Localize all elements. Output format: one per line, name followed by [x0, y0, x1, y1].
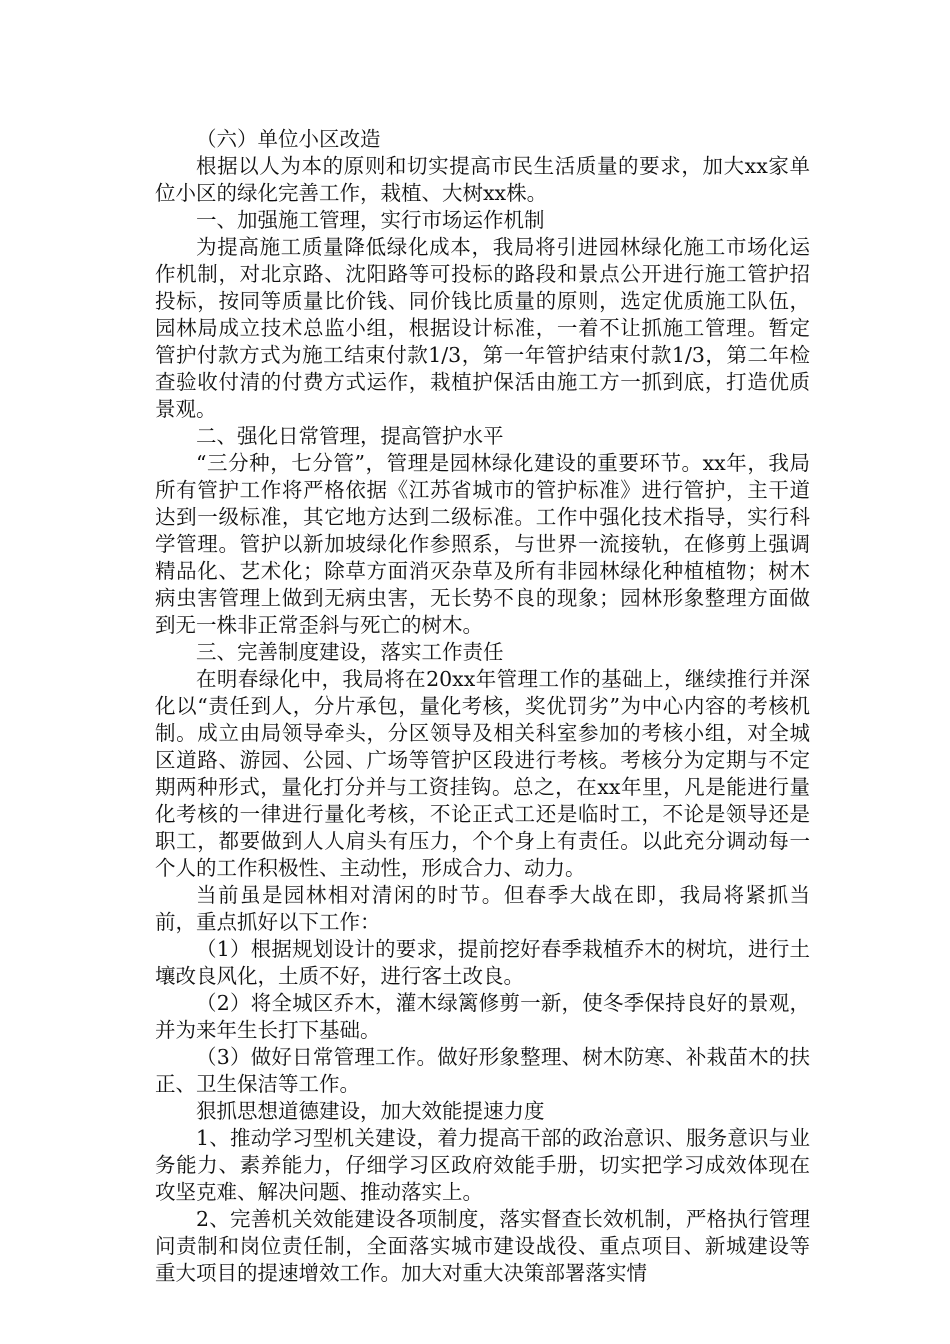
- document-body: [155, 126, 810, 1287]
- paragraph: 当前虽是园林相对清闲的时节。但春季大战在即，我局将紧抓当前，重点抓好以下工作：: [155, 883, 810, 934]
- paragraph-section-heading: 狠抓思想道德建设，加大效能提速力度: [196, 1099, 545, 1123]
- paragraph-section-heading: 二、强化日常管理，提高管护水平: [196, 424, 504, 448]
- list-item: 2、完善机关效能建设各项制度，落实督查长效机制，严格执行管理问责制和岗位责任制，全面落实城市建设战役、重点项目、新城建设等重大项目的提速增效工作。加大对重大决策部署落实情: [155, 1207, 810, 1285]
- paragraph: 在明春绿化中，我局将在20xx年管理工作的基础上，继续推行并深化以“责任到人，分片承包，量化考核，奖优罚劣”为中心内容的考核机制。成立由局领导牵头，分区领导及相关科室参加的考核小组，对全城区道路、游园、公园、广场等管护区段进行考核。考核分为定期与不定期两种形式，量化打分并与工资挂钩。总之，在xx年里，凡是能进行量化考核的一律进行量化考核，不论正式工还是临时工，不论是领导还是职工，都要做到人人肩头有压力，个个身上有责任。以此充分调动每一个人的工作积极性、主动性，形成合力、动力。: [155, 667, 810, 880]
- paragraph-section-heading: （六）单位小区改造: [196, 127, 381, 151]
- paragraph-section-heading: 三、完善制度建设，落实工作责任: [196, 640, 504, 664]
- list-item: 1、推动学习型机关建设，着力提高干部的政治意识、服务意识与业务能力、素养能力，仔细学习区政府效能手册，切实把学习成效体现在攻坚克难、解决问题、推动落实上。: [155, 1126, 810, 1204]
- list-item: （1）根据规划设计的要求，提前挖好春季栽植乔木的树坑，进行土壤改良风化，土质不好，进行客土改良。: [155, 937, 810, 988]
- paragraph-section-heading: 一、加强施工管理，实行市场运作机制: [196, 208, 545, 232]
- list-item: （3）做好日常管理工作。做好形象整理、树木防寒、补栽苗木的扶正、卫生保洁等工作。: [155, 1045, 810, 1096]
- paragraph: 根据以人为本的原则和切实提高市民生活质量的要求，加大xx家单位小区的绿化完善工作，栽植、大树xx株。: [155, 154, 810, 205]
- paragraph: 为提高施工质量降低绿化成本，我局将引进园林绿化施工市场化运作机制，对北京路、沈阳路等可投标的路段和景点公开进行施工管护招投标，按同等质量比价钱、同价钱比质量的原则，选定优质施工队伍，园林局成立技术总监小组，根据设计标准，一着不让抓施工管理。暂定管护付款方式为施工结束付款1/3，第一年管护结束付款1/3，第二年检查验收付清的付费方式运作，栽植护保活由施工方一抓到底，打造优质景观。: [155, 235, 810, 421]
- paragraph: “三分种，七分管”，管理是园林绿化建设的重要环节。xx年，我局所有管护工作将严格依据《江苏省城市的管护标准》进行管护，主干道达到一级标准，其它地方达到二级标准。工作中强化技术指导，实行科学管理。管护以新加坡绿化作参照系，与世界一流接轨，在修剪上强调精品化、艺术化；除草方面消灭杂草及所有非园林绿化种植植物；树木病虫害管理上做到无病虫害，无长势不良的现象；园林形象整理方面做到无一株非正常歪斜与死亡的树木。: [155, 451, 810, 637]
- list-item: （2）将全城区乔木，灌木绿篱修剪一新，使冬季保持良好的景观，并为来年生长打下基础。: [155, 991, 810, 1042]
